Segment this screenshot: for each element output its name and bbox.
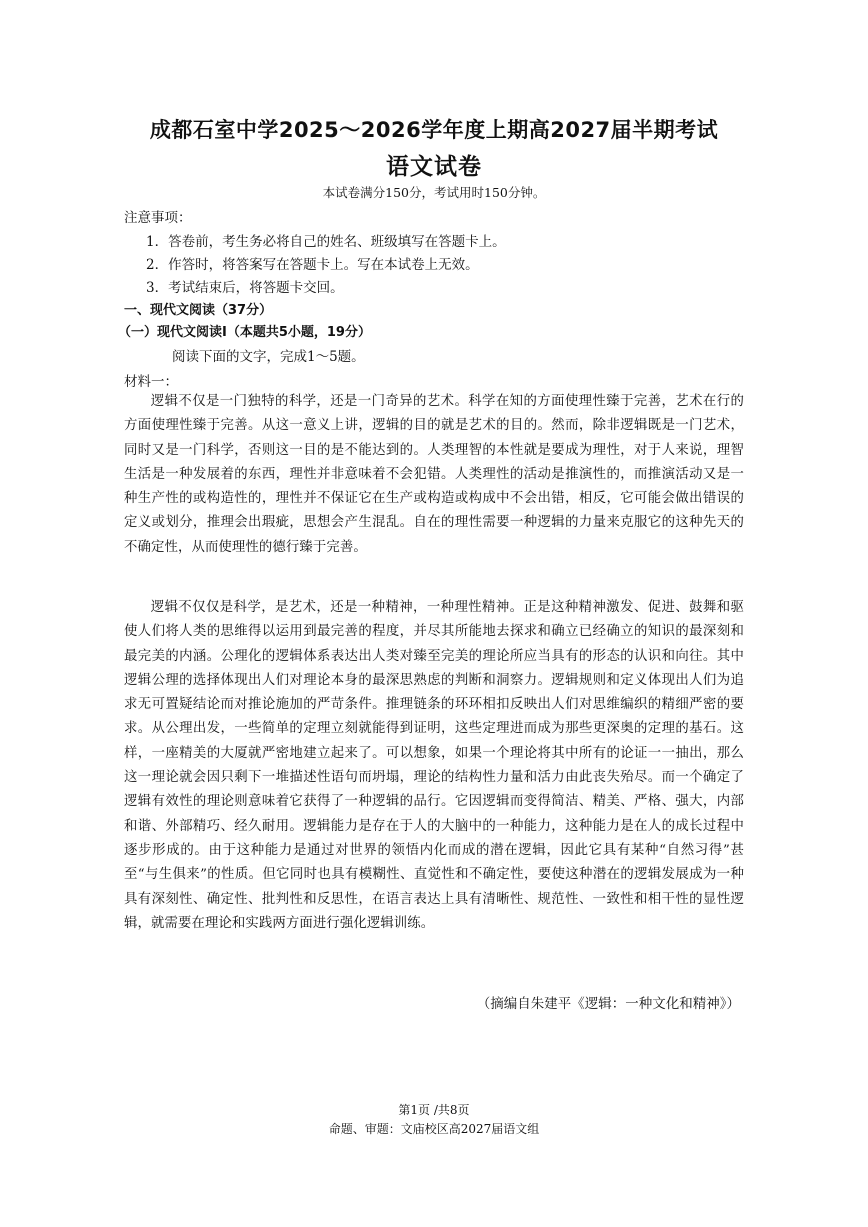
paragraph: 逻辑不仅仅是科学，是艺术，还是一种精神，一种理性精神。正是这种精神激发、促进、鼓舞和驱使人们将人类的思维得以运用到最完善的程度，并尽其所能地去探求和确立已经确立的知识的最深刻和最完美的内涵。公理化的逻辑体系表达出人类对臻至完美的理论所应当具有的形态的认识和向往。其中逻辑公理的选择体现出人们对理论本身的最深思熟虑的判断和洞察力。逻辑规则和定义体现出人们为追求无可置疑结论而对推论施加的严苛条件。推理链条的环环相扣反映出人们对思维编织的精细严密的要求。从公理出发，一些简单的定理立刻就能得到证明，这些定理进而成为那些更深奥的定理的基石。这样，一座精美的大厦就严密地建立起来了。可以想象，如果一个理论将其中所有的论证一一抽出，那么这一理论就会因只剩下一堆描述性语句而坍塌，理论的结构性力量和活力由此丧失殆尽。而一个确定了逻辑有效性的理论则意味着它获得了一种逻辑的品行。它因逻辑而变得简洁、精美、严格、强大，内部和谐、外部精巧、经久耐用。逻辑能力是存在于人的大脑中的一种能力，这种能力是在人的成长过程中逐步形成的。由于这种能力是通过对世界的领悟内化而成的潜在逻辑，因此它具有某种“自然习得”甚至“与生俱来”的性质。但它同时也具有模糊性、直觉性和不确定性，要使这种潜在的逻辑发展成为一种具有深刻性、确定性、批判性和反思性，在语言表达上具有清晰性、规范性、一致性和相干性的显性逻辑，就需要在理论和实践两方面进行强化逻辑训练。 (124, 600, 744, 931)
paragraph: 逻辑不仅是一门独特的科学，还是一门奇异的艺术。科学在知的方面使理性臻于完善，艺术在行的方面使理性臻于完善。从这一意义上讲，逻辑的目的就是艺术的目的。然而，除非逻辑既是一门艺术，同时又是一门科学，否则这一目的是不能达到的。人类理智的本性就是要成为理性，对于人来说，理智生活是一种发展着的东西，理性并非意味着不会犯错。人类理性的活动是推演性的，而推演活动又是一种生产性的或构造性的，理性并不保证它在生产或构造或构成中不会出错，相反，它可能会做出错误的定义或划分，推理会出瑕疵，思想会产生混乱。自在的理性需要一种逻辑的力量来克服它的这种先天的不确定性，从而使理性的德行臻于完善。 (124, 394, 744, 555)
notice-item: 3．考试结束后，将答题卡交回。 (146, 280, 344, 296)
exam-subtitle: 语文试卷 (386, 154, 482, 180)
notice-item: 2．作答时，将答案写在答题卡上。写在本试卷上无效。 (146, 257, 479, 273)
section-heading: 一、现代文阅读（37分） (124, 303, 273, 318)
footer-credit: 命题、审题：文庙校区高2027届语文组 (328, 1122, 540, 1136)
exam-title: 成都石室中学2025～2026学年度上期高2027届半期考试 (149, 118, 719, 142)
notice-heading: 注意事项： (124, 210, 192, 226)
exam-info: 本试卷满分150分，考试用时150分钟。 (322, 185, 546, 200)
material-label: 材料一： (124, 374, 178, 390)
reading-instruction: 阅读下面的文字，完成1～5题。 (172, 349, 365, 365)
notice-item: 1．答卷前，考生务必将自己的姓名、班级填写在答题卡上。 (146, 234, 506, 250)
source-citation: （摘编自朱建平《逻辑：一种文化和精神》） (476, 996, 740, 1012)
section-subheading: （一）现代文阅读Ⅰ（本题共5小题，19分） (118, 325, 371, 340)
page-number: 第1页 /共8页 (398, 1103, 470, 1117)
